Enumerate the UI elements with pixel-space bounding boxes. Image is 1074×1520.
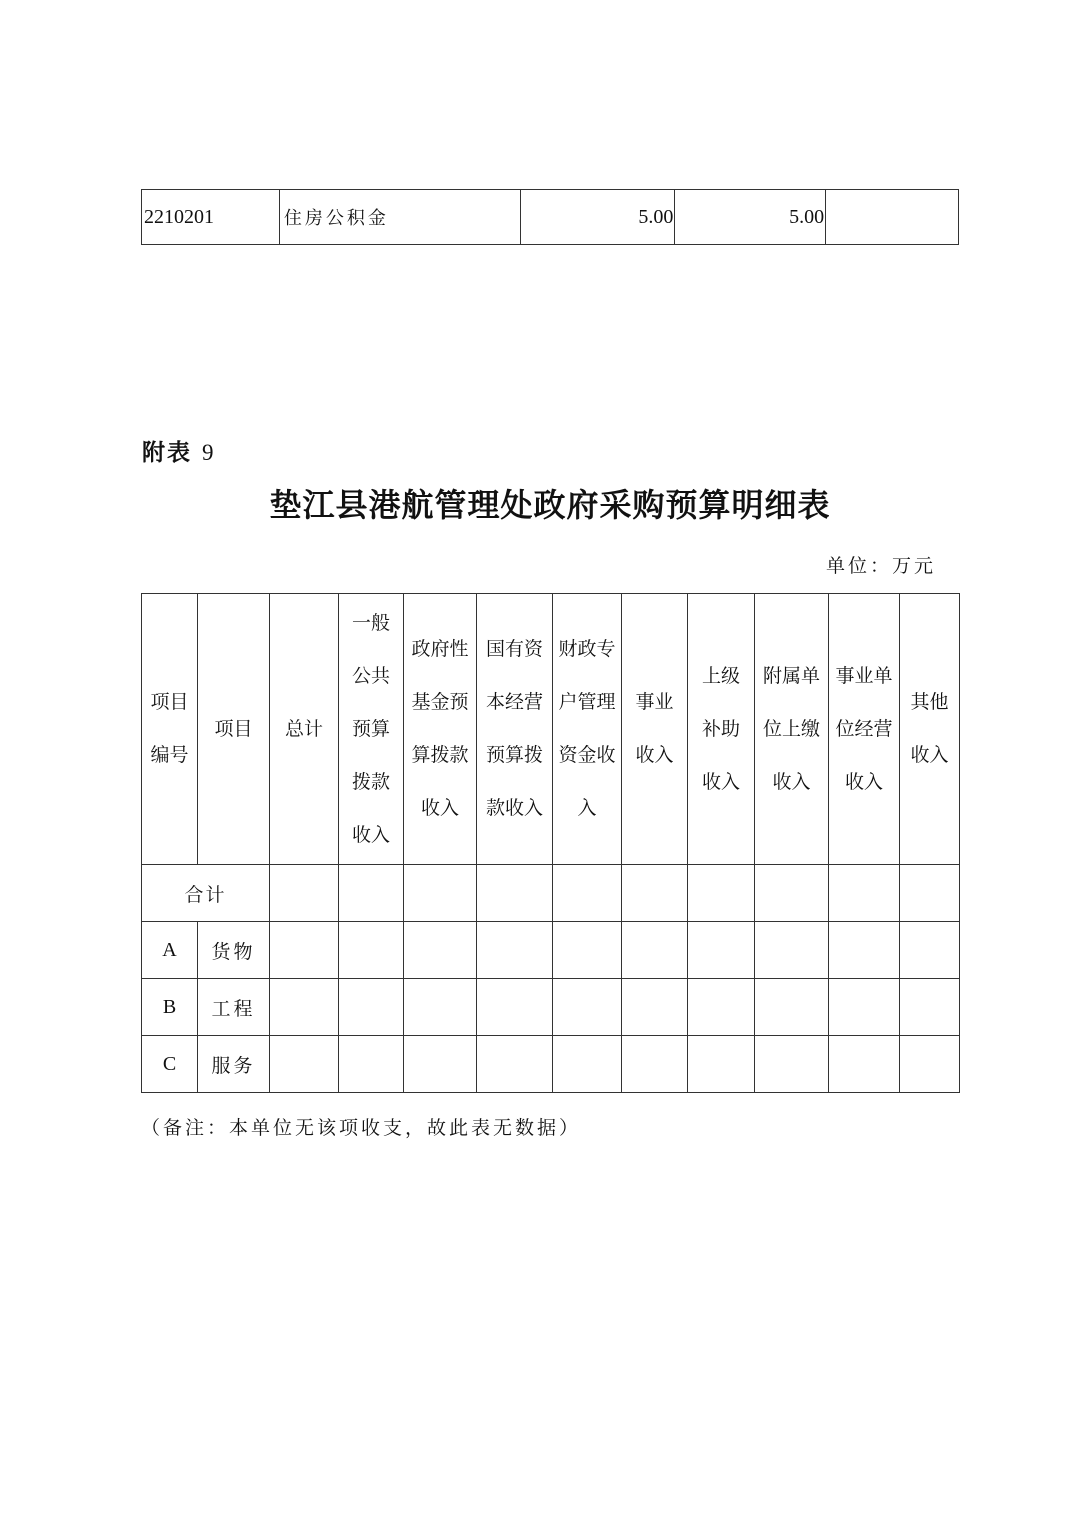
header-special-account: 财政专 户管理 资金收 入 [558,638,616,819]
amount-cell-1: 5.00 [520,190,675,245]
procurement-budget-table [141,593,960,1093]
header-other-income: 其他 收入 [910,691,949,766]
amount-cell-3 [826,190,959,245]
table-cell [553,922,622,979]
table-cell [755,865,829,922]
appendix-label-number: 9 [202,440,216,465]
document-title: 垫江县港航管理处政府采购预算明细表 [269,486,831,524]
header-cell [553,594,622,865]
table-row [142,922,960,979]
header-gov-fund: 政府性 基金预 算拨款 收入 [411,638,469,819]
total-label: 合计 [142,865,270,922]
header-cell [270,594,339,865]
table-cell [900,865,960,922]
table-cell [477,865,553,922]
header-superior-subsidy: 上级 补助 收入 [701,664,740,793]
table-cell [553,865,622,922]
table-cell [829,922,900,979]
row-name: 服务 [198,1036,270,1093]
table-cell [829,865,900,922]
header-row [142,594,960,865]
table-cell [900,979,960,1036]
row-code: C [142,1036,198,1093]
table-cell [339,922,404,979]
row-code: B [142,979,198,1036]
table-cell [339,865,404,922]
header-total: 总计 [284,717,323,740]
table-cell [755,979,829,1036]
header-state-capital: 国有资 本经营 预算拨 款收入 [485,638,543,819]
header-general-budget: 一般 公共 预算 拨款 收入 [351,611,390,846]
header-cell [477,594,553,865]
header-cell [755,594,829,865]
table-cell [477,979,553,1036]
table-cell [688,922,755,979]
table-cell [339,979,404,1036]
header-cell [829,594,900,865]
table-cell [688,865,755,922]
header-cell [622,594,688,865]
table-cell [339,1036,404,1093]
header-item: 项目 [214,717,253,740]
table-cell [755,922,829,979]
appendix-label-text: 附表 [142,439,192,466]
table-cell [270,922,339,979]
table-cell [553,979,622,1036]
header-cell [142,594,198,865]
item-code-cell: 2210201 [142,190,280,245]
table-cell [622,865,688,922]
row-name: 货物 [198,922,270,979]
item-name-cell: 住房公积金 [279,190,520,245]
amount-cell-2: 5.00 [675,190,826,245]
header-cell [900,594,960,865]
table-cell [477,1036,553,1093]
table-cell [404,979,477,1036]
table-cell [477,922,553,979]
table-cell [688,1036,755,1093]
table-cell [688,979,755,1036]
header-cell [198,594,270,865]
footnote: （备注：本单位无该项收支，故此表无数据） [141,1117,582,1139]
header-cell [404,594,477,865]
table-cell [622,1036,688,1093]
table-cell [622,922,688,979]
table-cell [404,865,477,922]
header-cell [688,594,755,865]
unit-label: 单位：万元 [825,555,936,577]
header-business-income: 事业 收入 [635,691,674,766]
row-name: 工程 [198,979,270,1036]
table-cell [270,1036,339,1093]
header-operating-income: 事业单 位经营 收入 [835,664,893,793]
table-cell [270,865,339,922]
table-row [142,1036,960,1093]
table-cell [829,979,900,1036]
header-affiliate-remit: 附属单 位上缴 收入 [762,664,820,793]
table-cell [900,1036,960,1093]
total-row [142,865,960,922]
table-row [142,979,960,1036]
header-item-code: 项目 编号 [150,691,189,766]
header-cell [339,594,404,865]
table-cell [622,979,688,1036]
table-cell [270,979,339,1036]
table-cell [553,1036,622,1093]
appendix-label [142,434,216,467]
row-code: A [142,922,198,979]
table-cell [900,922,960,979]
table-cell [404,1036,477,1093]
carryover-row-table [141,189,959,245]
table-row [142,190,959,245]
table-cell [829,1036,900,1093]
table-cell [755,1036,829,1093]
table-cell [404,922,477,979]
